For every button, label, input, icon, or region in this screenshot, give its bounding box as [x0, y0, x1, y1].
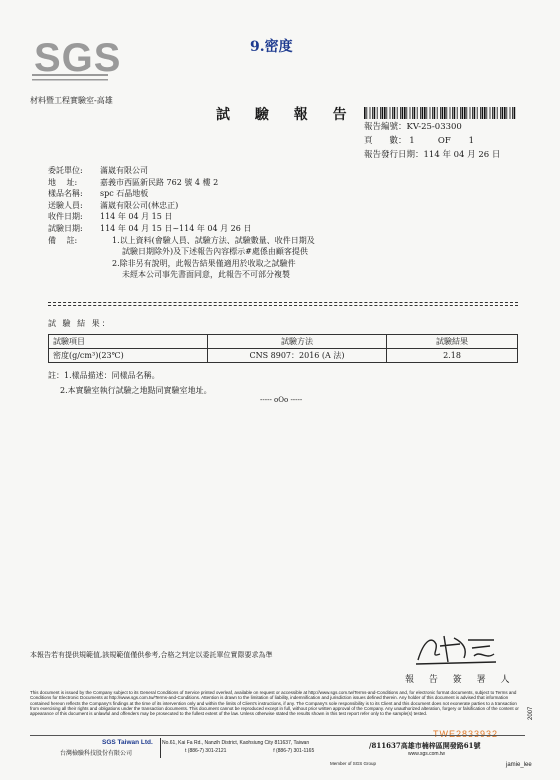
issue-date-row: [364, 148, 500, 162]
results-header-row: [49, 335, 518, 349]
phone: t (886-7) 301-2121: [185, 748, 227, 754]
remark-line: 未經本公司事先書面同意，此報告不可部分複製: [122, 270, 290, 280]
barcode: [364, 104, 518, 116]
info-label: 委託單位:: [48, 166, 83, 175]
company-name-en: SGS Taiwan Ltd.: [102, 739, 153, 746]
info-value: spc 石晶地板: [100, 189, 149, 199]
info-row-test-date: [48, 223, 315, 235]
header-cell: 試驗結果: [387, 335, 518, 349]
client-info: [48, 165, 315, 281]
fax: f (886-7) 301-1165: [273, 748, 315, 754]
info-label: 送驗人員:: [48, 200, 83, 210]
result-item: 密度(g/cm³)(23℃): [49, 349, 208, 363]
logo-text: SGS: [34, 36, 122, 80]
header-cell: 試驗方法: [208, 335, 387, 349]
header-cell: 試驗項目: [49, 335, 208, 349]
info-label: 收件日期:: [48, 212, 83, 222]
remark-label: 備 註:: [48, 235, 78, 245]
remark-line: 試驗日期除外)及下述報告內容標示#處係由顧客提供: [122, 247, 308, 257]
report-number-row: [364, 120, 500, 134]
table-row: [49, 349, 518, 363]
section-title: 9.密度: [250, 39, 293, 55]
footer-vline: [160, 738, 161, 758]
page-row: [364, 134, 500, 148]
info-value: 114 年 04 月 15 日~114 年 04 月 26 日: [100, 223, 252, 233]
year-mark: 2007: [528, 706, 534, 720]
results-title: 試 驗 結 果：: [48, 319, 112, 328]
result-method: CNS 8907：2016 (A 法): [208, 349, 387, 363]
info-row-submitter: [48, 200, 315, 212]
page-label: 頁 數：: [364, 136, 407, 146]
info-value: 嘉義市西區新民路 762 號 4 樓 2: [100, 177, 219, 187]
issue-date-label: 報告發行日期：: [364, 150, 424, 160]
report-title: 試 驗 報 告: [216, 107, 357, 123]
watermark: jamie_lee: [506, 762, 532, 768]
remark-row: [48, 235, 315, 247]
disclaimer: 本報告若有提供規範值,該規範值僅供參考,合格之判定以委託單位實際要求為準: [30, 651, 273, 659]
report-number-label: 報告編號：: [364, 122, 407, 132]
report-number: KV-25-03300: [406, 122, 462, 132]
info-value: 滿崴有限公司(林忠正): [100, 200, 179, 210]
end-mark: ----- oOo -----: [260, 396, 303, 404]
note-line: 2.本實驗室執行試驗之地點同實驗室地址。: [60, 386, 212, 395]
info-value: 114 年 04 月 15 日: [100, 212, 173, 222]
fine-print: This document is issued by the Company subject to its General Conditions of Service printed overleaf, available on request or accessible at http://www.sgs.com.tw/Terms-and-Conditions and, for electronic format documents, subject to Terms and Conditions for Electronic Documents at http://www.sgs.com.tw/Terms-and-Conditions. Attention is drawn to the limitation of liability, indemnification and jurisdiction issues defined therein. Any holder of this document is advised that information contained hereon reflects the Company's findings at the time of its intervention only and within the limits of Client's instructions, if any. The Company's sole responsibility is to its Client and this document does not exonerate parties to a transaction from exercising all their rights and obligations under the transaction documents. This document cannot be reproduced except in full, without prior written approval of the Company. Any unauthorized alteration, forgery or falsification of the content or appearance of this document is unlawful and offenders may be prosecuted to the fullest extent of the law. Unless otherwise stated the results shown in this test report refer only to the sample(s) tested.: [30, 690, 519, 717]
info-label: 試驗日期:: [48, 223, 83, 233]
info-label: 地 址:: [48, 177, 78, 187]
results-table: [48, 334, 518, 363]
page-total: 1: [468, 136, 475, 146]
signature-label: 報 告 簽 署 人: [405, 675, 516, 685]
remark-line: 2.除非另有說明，此報告結果僅適用於收取之試驗件: [112, 258, 296, 268]
signature: [410, 630, 500, 666]
note-line: 註：1.樣品描述：同樣品名稱。: [48, 371, 160, 380]
result-value: 2.18: [387, 349, 518, 363]
separator: [48, 302, 518, 306]
lab-name: 材料暨工程實驗室-高雄: [30, 96, 113, 105]
page-current: 1: [409, 136, 415, 146]
remark-line: 1.以上資料(會驗人員、試驗方法、試驗數量、收件日期及: [112, 235, 315, 245]
footer-divider: [30, 735, 525, 736]
report-meta: [364, 120, 500, 162]
info-value: 滿崴有限公司: [100, 166, 148, 175]
notes: [48, 368, 212, 398]
info-row-address: [48, 177, 315, 189]
info-row-client: [48, 165, 315, 177]
member-text: Member of SGS Group: [330, 761, 377, 766]
info-row-sample: [48, 188, 315, 200]
contact: [185, 748, 314, 754]
info-label: 樣品名稱:: [48, 189, 83, 199]
serial-number: TWE2833932: [433, 729, 499, 739]
page-of: OF: [437, 136, 451, 146]
website-link[interactable]: www.sgs.com.tw: [408, 751, 445, 757]
issue-date: 114 年 04 月 26 日: [423, 150, 501, 160]
address-zh: /811637高雄市楠梓區開發路61號: [369, 741, 481, 750]
info-row-received: [48, 211, 315, 223]
company-name-zh: 台灣檢驗科技股份有限公司: [60, 750, 133, 757]
address-en: No.61, Kai Fa Rd., Nanzih District, Kaohsiung City 811637, Taiwan: [162, 740, 310, 746]
